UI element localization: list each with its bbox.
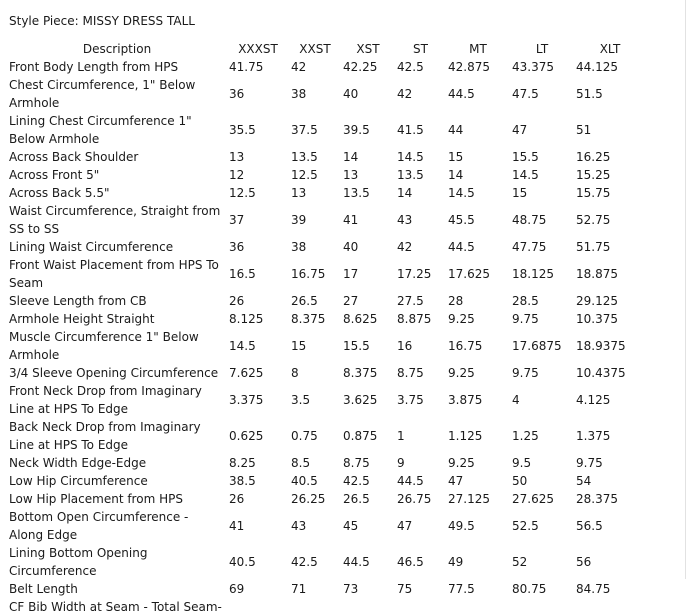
measurement-value: 39 — [291, 213, 307, 227]
measurement-value: 42 — [397, 87, 413, 101]
table-row — [7, 310, 646, 328]
measurement-value: 13.5 — [397, 168, 424, 182]
column-header-lt: LT — [535, 42, 549, 56]
measurement-value: 9 — [397, 456, 405, 470]
measurement-value: 3.625 — [343, 393, 378, 407]
measurement-description: Lining Chest Circumference 1" Below Armhole — [9, 114, 192, 146]
measurement-value: 41 — [229, 519, 245, 533]
measurement-value: 9.25 — [448, 312, 475, 326]
measurement-value: 17 — [343, 267, 359, 281]
measurement-value: 8.25 — [229, 456, 256, 470]
measurement-value: 10.375 — [576, 312, 618, 326]
measurement-value: 38.5 — [229, 474, 256, 488]
measurement-value: 56.5 — [576, 519, 603, 533]
measurement-value: 46.5 — [397, 555, 424, 569]
measurement-value: 42 — [397, 240, 413, 254]
measurement-description: Front Neck Drop from Imaginary Line at HPS To Edge — [9, 384, 202, 416]
table-row — [7, 508, 646, 544]
table-row — [7, 382, 646, 418]
measurement-value: 13.5 — [291, 150, 318, 164]
measurement-value: 47.75 — [512, 240, 547, 254]
measurement-value: 1.125 — [448, 429, 483, 443]
measurement-value: 8.75 — [397, 366, 424, 380]
column-header-xlt: XLT — [599, 42, 621, 56]
measurement-value: 28 — [448, 294, 464, 308]
table-row — [7, 292, 646, 310]
measurement-value: 50 — [512, 474, 528, 488]
measurement-value: 28.375 — [576, 492, 618, 506]
measurement-value: 56 — [576, 555, 592, 569]
measurement-value: 38 — [291, 240, 307, 254]
measurement-value: 1 — [397, 429, 405, 443]
measurement-description: Waist Circumference, Straight from SS to SS — [9, 204, 221, 236]
measurement-value: 1.375 — [576, 429, 611, 443]
measurement-value: 77.5 — [448, 582, 475, 596]
measurement-value: 45 — [343, 519, 359, 533]
page-title: Style Piece: MISSY DRESS TALL — [9, 14, 195, 28]
measurement-value: 16.75 — [291, 267, 326, 281]
measurement-value: 84.75 — [576, 582, 611, 596]
measurement-description: Sleeve Length from CB — [9, 294, 147, 308]
measurement-value: 27.125 — [448, 492, 490, 506]
measurement-value: 14.5 — [448, 186, 475, 200]
measurement-value: 13 — [229, 150, 245, 164]
column-header-st: ST — [413, 42, 428, 56]
measurement-description: 3/4 Sleeve Opening Circumference — [9, 366, 219, 380]
measurement-value: 42.5 — [343, 474, 370, 488]
measurement-value: 26.5 — [343, 492, 370, 506]
measurement-value: 45.5 — [448, 213, 475, 227]
measurement-value: 52 — [512, 555, 528, 569]
measurement-value: 14.5 — [229, 339, 256, 353]
measurement-value: 8.375 — [343, 366, 378, 380]
measurement-value: 14 — [343, 150, 359, 164]
measurement-value: 14.5 — [397, 150, 424, 164]
measurement-value: 26.25 — [291, 492, 326, 506]
measurement-description: Front Waist Placement from HPS To Seam — [9, 258, 219, 290]
measurement-value: 8 — [291, 366, 299, 380]
measurement-value: 44.5 — [343, 555, 370, 569]
table-row — [7, 364, 646, 382]
measurement-value: 8.125 — [229, 312, 264, 326]
measurement-value: 42 — [291, 60, 307, 74]
measurement-value: 8.375 — [291, 312, 326, 326]
measurement-value: 8.75 — [343, 456, 370, 470]
table-row — [7, 328, 646, 364]
measurement-value: 28.5 — [512, 294, 539, 308]
table-row — [7, 238, 646, 256]
measurement-value: 42.875 — [448, 60, 490, 74]
measurement-value: 13 — [291, 186, 307, 200]
measurement-value: 15.75 — [576, 186, 611, 200]
measurement-value: 13.5 — [343, 186, 370, 200]
table-row — [7, 148, 646, 166]
measurement-description: Across Back 5.5" — [9, 186, 110, 200]
measurement-value: 10.4375 — [576, 366, 626, 380]
measurement-value: 40.5 — [291, 474, 318, 488]
measurement-value: 13 — [343, 168, 359, 182]
measurement-value: 27 — [343, 294, 359, 308]
measurement-value: 40.5 — [229, 555, 256, 569]
measurement-description: Low Hip Placement from HPS — [9, 492, 183, 506]
measurement-value: 26 — [229, 294, 245, 308]
measurement-value: 12.5 — [291, 168, 318, 182]
measurement-value: 51.5 — [576, 87, 603, 101]
measurement-value: 17.625 — [448, 267, 490, 281]
measurement-value: 49 — [448, 555, 464, 569]
measurement-value: 12 — [229, 168, 245, 182]
table-row — [7, 166, 646, 184]
measurement-value: 17.6875 — [512, 339, 562, 353]
measurement-value: 44.125 — [576, 60, 618, 74]
measurement-value: 18.125 — [512, 267, 554, 281]
column-header-description: Description — [82, 42, 152, 56]
table-row — [7, 472, 646, 490]
measurement-value: 39.5 — [343, 123, 370, 137]
measurement-value: 3.375 — [229, 393, 264, 407]
measurement-value: 42.25 — [343, 60, 378, 74]
measurement-value: 12.5 — [229, 186, 256, 200]
measurement-value: 44.5 — [448, 87, 475, 101]
measurement-description: Muscle Circumference 1" Below Armhole — [9, 330, 199, 362]
measurement-value: 0.625 — [229, 429, 264, 443]
measurement-value: 14 — [397, 186, 413, 200]
measurement-value: 8.875 — [397, 312, 432, 326]
column-header-xxst: XXST — [299, 42, 331, 56]
measurement-value: 27.625 — [512, 492, 554, 506]
measurement-value: 42.5 — [397, 60, 424, 74]
measurement-value: 54 — [576, 474, 592, 488]
measurement-value: 49.5 — [448, 519, 475, 533]
measurement-value: 26.5 — [291, 294, 318, 308]
table-row — [7, 544, 646, 580]
measurement-value: 15.25 — [576, 168, 611, 182]
measurement-value: 3.875 — [448, 393, 483, 407]
measurement-value: 18.875 — [576, 267, 618, 281]
measurement-description: Lining Bottom Opening Circumference — [9, 546, 148, 578]
column-header-mt: MT — [469, 42, 487, 56]
measurement-value — [395, 598, 446, 616]
measurement-value: 27.5 — [397, 294, 424, 308]
measurement-value: 9.5 — [512, 456, 532, 470]
measurement-value — [341, 598, 395, 616]
measurement-value: 1.25 — [512, 429, 539, 443]
measurement-value: 51 — [576, 123, 592, 137]
measurement-description: Back Neck Drop from Imaginary Line at HPS To Edge — [9, 420, 201, 452]
measurement-value: 41.75 — [229, 60, 264, 74]
header-row — [7, 40, 646, 58]
column-header-xxxst: XXXST — [238, 42, 278, 56]
table-row — [7, 58, 646, 76]
measurement-value: 47 — [397, 519, 413, 533]
measurement-value: 38 — [291, 87, 307, 101]
measurement-description: Across Front 5" — [9, 168, 100, 182]
table-row — [7, 580, 646, 598]
measurement-value: 14 — [448, 168, 464, 182]
measurement-description: CF Bib Width at Seam - Total Seam- — [9, 600, 222, 614]
measurement-description: Across Back Shoulder — [9, 150, 139, 164]
measurement-value: 7.625 — [229, 366, 264, 380]
measurement-value — [446, 598, 510, 616]
measurement-description: Armhole Height Straight — [9, 312, 155, 326]
measurement-value: 35.5 — [229, 123, 256, 137]
spec-table — [7, 40, 646, 616]
measurement-value: 9.25 — [448, 456, 475, 470]
table-row — [7, 454, 646, 472]
measurement-value — [227, 598, 289, 616]
spec-table-body — [7, 58, 646, 616]
measurement-value: 44.5 — [397, 474, 424, 488]
measurement-value — [289, 598, 341, 616]
measurement-value: 40 — [343, 87, 359, 101]
table-row — [7, 76, 646, 112]
measurement-value: 0.875 — [343, 429, 378, 443]
measurement-value: 29.125 — [576, 294, 618, 308]
measurement-value: 43 — [397, 213, 413, 227]
measurement-description: Low Hip Circumference — [9, 474, 148, 488]
measurement-value: 4 — [512, 393, 520, 407]
measurement-value: 36 — [229, 240, 245, 254]
measurement-value: 9.25 — [448, 366, 475, 380]
table-row — [7, 256, 646, 292]
measurement-value: 43.375 — [512, 60, 554, 74]
measurement-value: 48.75 — [512, 213, 547, 227]
measurement-value: 3.5 — [291, 393, 311, 407]
measurement-value: 17.25 — [397, 267, 432, 281]
measurement-value: 3.75 — [397, 393, 424, 407]
measurement-value: 37 — [229, 213, 245, 227]
measurement-value — [574, 598, 646, 616]
measurement-description: Belt Length — [9, 582, 78, 596]
measurement-value: 43 — [291, 519, 307, 533]
measurement-value: 44.5 — [448, 240, 475, 254]
measurement-value: 44 — [448, 123, 464, 137]
measurement-value: 4.125 — [576, 393, 611, 407]
measurement-value: 16.5 — [229, 267, 256, 281]
measurement-value: 47 — [512, 123, 528, 137]
measurement-value: 36 — [229, 87, 245, 101]
measurement-value: 51.75 — [576, 240, 611, 254]
measurement-value: 40 — [343, 240, 359, 254]
measurement-description: Neck Width Edge-Edge — [9, 456, 147, 470]
measurement-description: Chest Circumference, 1" Below Armhole — [9, 78, 196, 110]
measurement-description: Front Body Length from HPS — [9, 60, 179, 74]
column-header-xst: XST — [356, 42, 380, 56]
table-row — [7, 184, 646, 202]
measurement-value: 9.75 — [512, 312, 539, 326]
measurement-value: 15 — [291, 339, 307, 353]
measurement-value: 15.5 — [512, 150, 539, 164]
measurement-value: 47.5 — [512, 87, 539, 101]
measurement-value: 16 — [397, 339, 413, 353]
measurement-value — [510, 598, 574, 616]
table-row — [7, 598, 646, 616]
measurement-value: 8.625 — [343, 312, 378, 326]
table-row — [7, 202, 646, 238]
measurement-value: 26 — [229, 492, 245, 506]
measurement-value: 73 — [343, 582, 359, 596]
measurement-value: 15.5 — [343, 339, 370, 353]
measurement-value: 14.5 — [512, 168, 539, 182]
measurement-value: 15 — [512, 186, 528, 200]
measurement-value: 75 — [397, 582, 413, 596]
measurement-value: 16.75 — [448, 339, 483, 353]
measurement-value: 26.75 — [397, 492, 432, 506]
measurement-value: 80.75 — [512, 582, 547, 596]
measurement-value: 52.75 — [576, 213, 611, 227]
measurement-value: 42.5 — [291, 555, 318, 569]
measurement-value: 8.5 — [291, 456, 311, 470]
measurement-value: 41.5 — [397, 123, 424, 137]
measurement-value: 47 — [448, 474, 464, 488]
measurement-value: 52.5 — [512, 519, 539, 533]
measurement-value: 69 — [229, 582, 245, 596]
table-row — [7, 112, 646, 148]
measurement-value: 71 — [291, 582, 307, 596]
table-row — [7, 418, 646, 454]
measurement-value: 15 — [448, 150, 464, 164]
measurement-value: 9.75 — [576, 456, 603, 470]
measurement-value: 37.5 — [291, 123, 318, 137]
measurement-value: 0.75 — [291, 429, 318, 443]
measurement-value: 16.25 — [576, 150, 611, 164]
measurement-value: 9.75 — [512, 366, 539, 380]
measurement-description: Lining Waist Circumference — [9, 240, 174, 254]
measurement-value: 18.9375 — [576, 339, 626, 353]
measurement-description: Bottom Open Circumference - Along Edge — [9, 510, 189, 542]
measurement-value: 41 — [343, 213, 359, 227]
table-row — [7, 490, 646, 508]
